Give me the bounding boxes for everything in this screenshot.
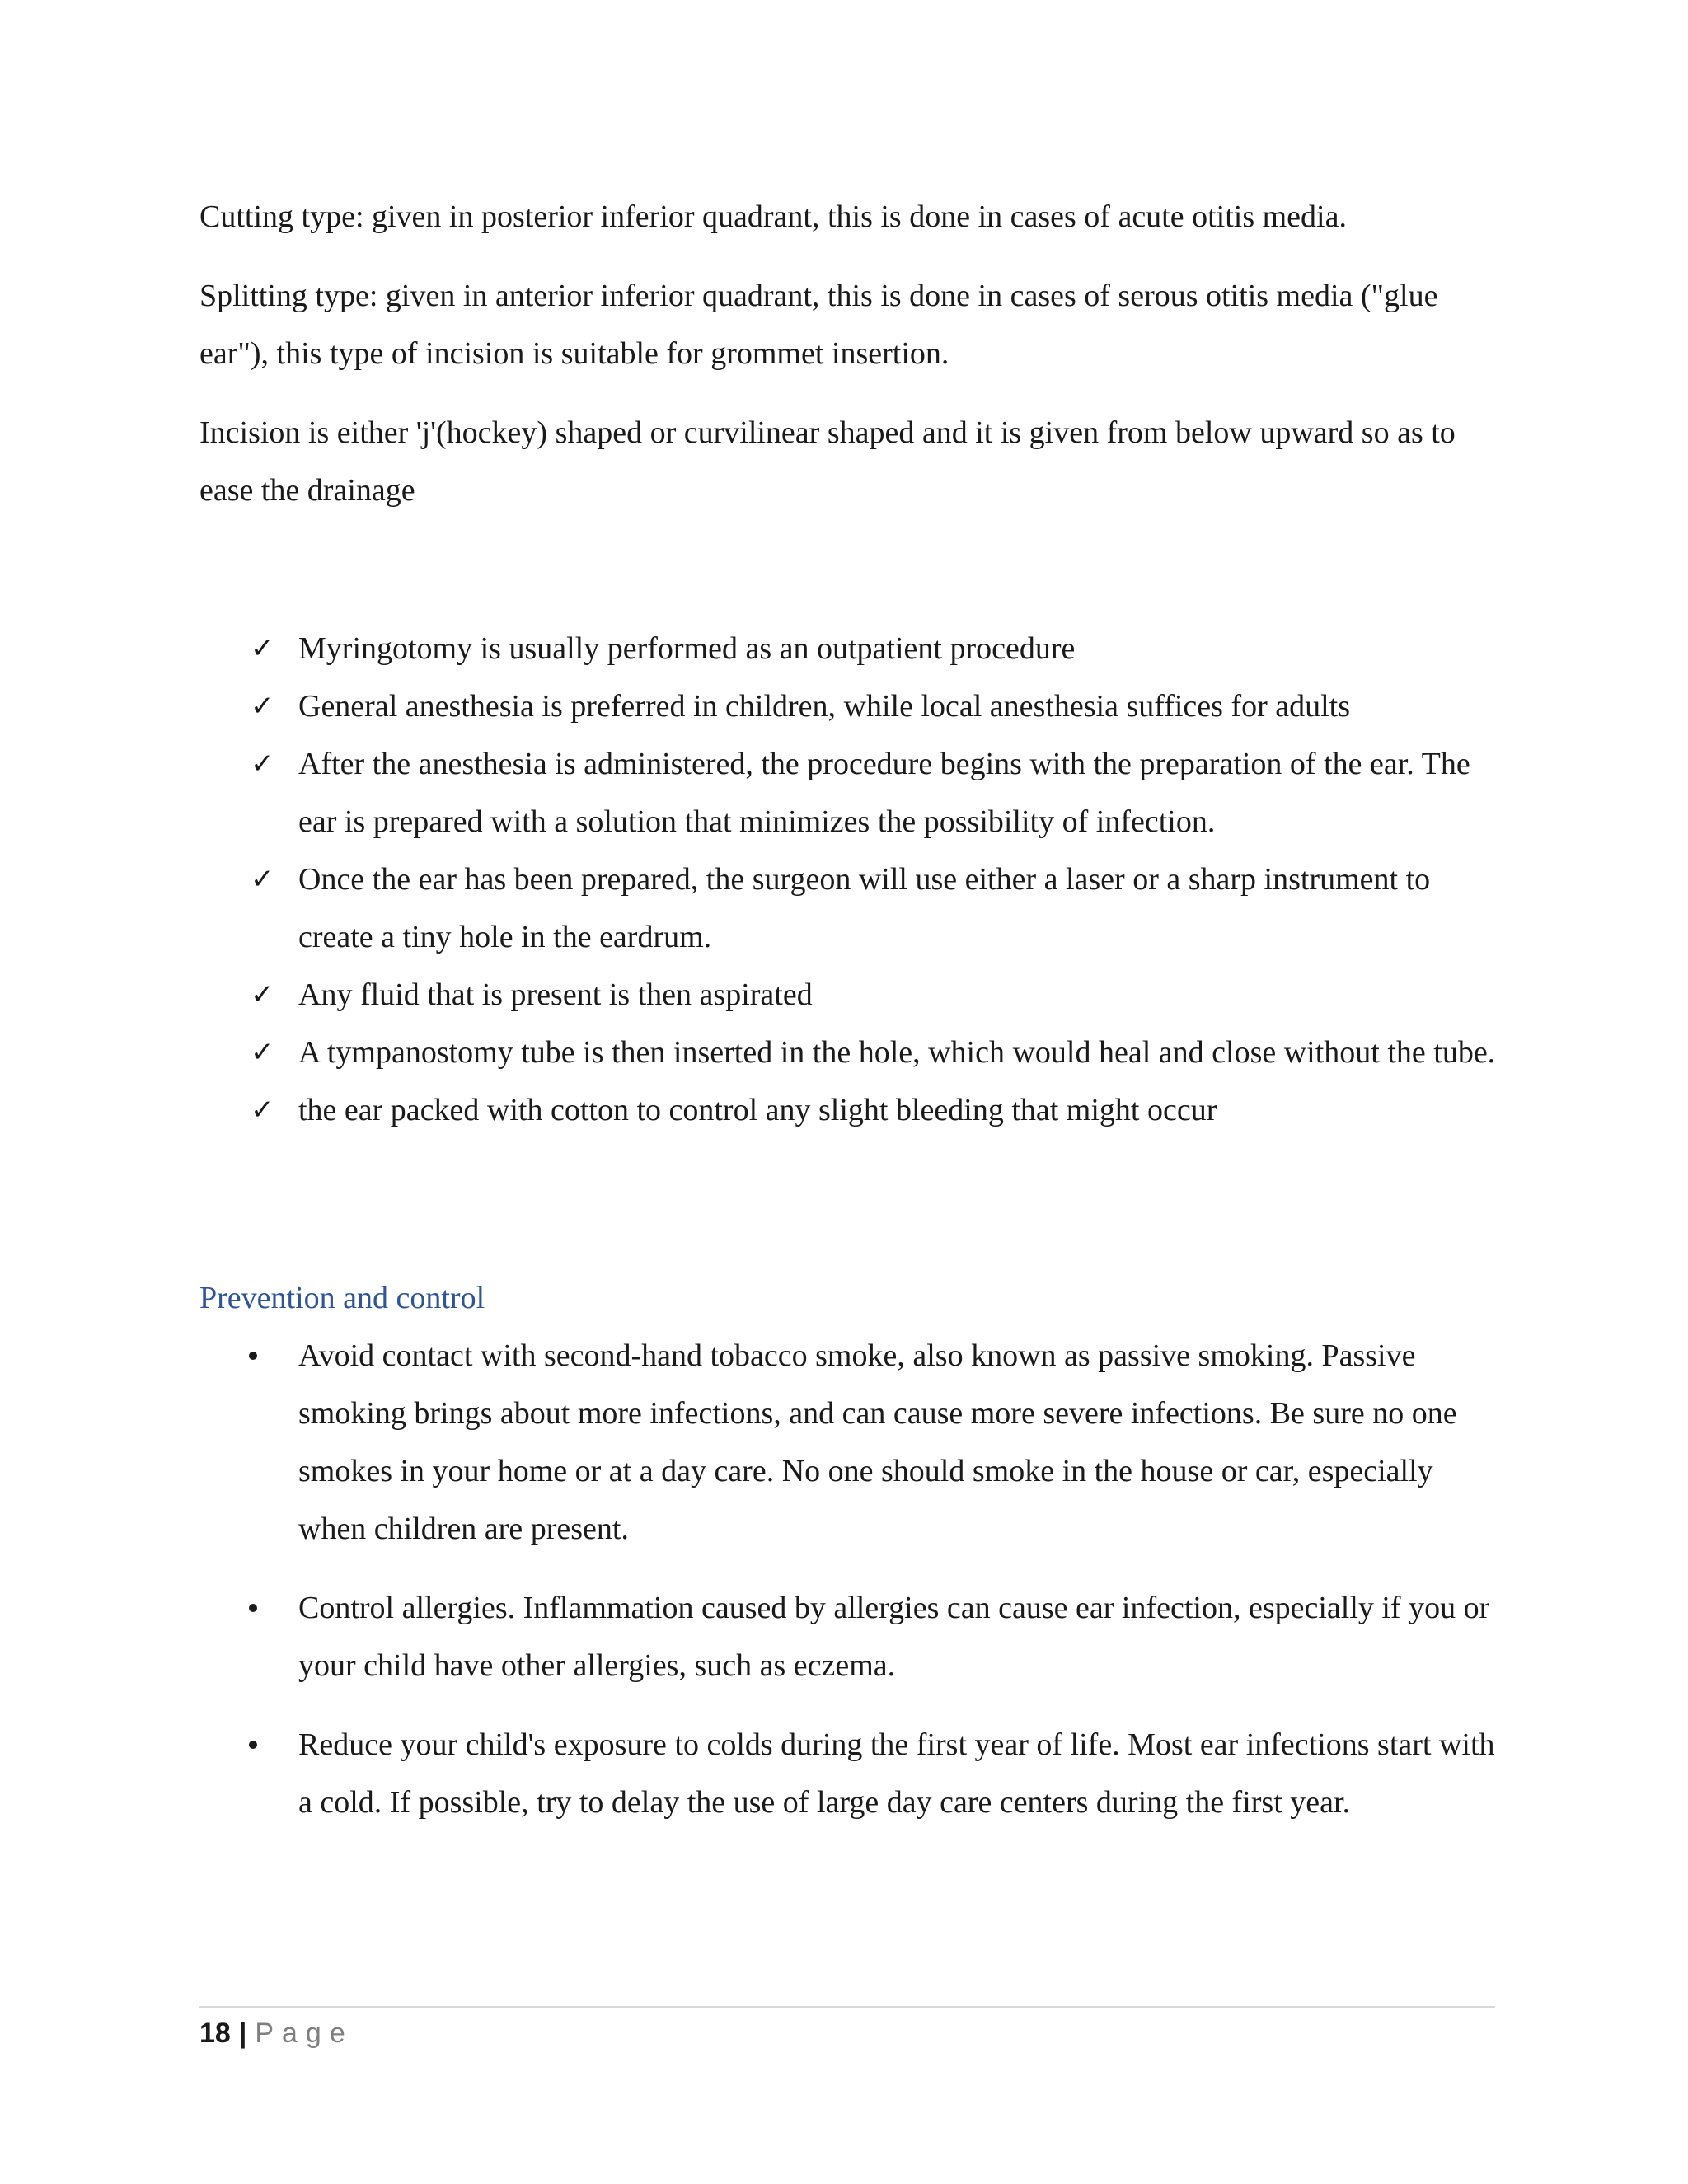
section-heading-prevention: Prevention and control: [199, 1281, 485, 1315]
bullet-item: [199, 1327, 1502, 1558]
checklist-item: [199, 735, 1502, 851]
checklist-item-text: After the anesthesia is administered, the procedure begins with the preparation of the ear. The ear is prepared with a solution that minimizes the possibility of infection.: [298, 747, 1470, 839]
footer-divider: [199, 2006, 1495, 2008]
bullet-item: [199, 1579, 1502, 1694]
checklist-item-text: General anesthesia is preferred in children, while local anesthesia suffices for adults: [298, 689, 1351, 724]
checklist-item: [199, 677, 1502, 735]
paragraph-incision-shape: Incision is either 'j'(hockey) shaped or curvilinear shaped and it is given from below upward so as to ease the drainage: [199, 415, 1456, 508]
paragraph-cutting-type: Cutting type: given in posterior inferior quadrant, this is done in cases of acute otitis media.: [199, 199, 1347, 234]
page-label: Page: [255, 2018, 354, 2049]
check-icon: ✓: [251, 690, 274, 723]
bullet-item-text: Control allergies. Inflammation caused by allergies can cause ear infection, especially if you or your child have other allergies, such as eczema.: [298, 1591, 1490, 1683]
check-icon: ✓: [251, 863, 274, 896]
checklist-item-text: Any fluid that is present is then aspirated: [298, 977, 813, 1012]
prevention-bullet-list: [199, 1327, 1502, 1853]
checklist-item: [199, 966, 1502, 1024]
bullet-dot-icon: [249, 1352, 257, 1360]
check-icon: ✓: [251, 1036, 274, 1069]
checklist-item: [199, 1081, 1502, 1139]
check-icon: ✓: [251, 978, 274, 1011]
check-icon: ✓: [251, 1094, 274, 1127]
checklist-item: [199, 851, 1502, 966]
checklist-item-text: Myringotomy is usually performed as an outpatient procedure: [298, 631, 1076, 666]
bullet-item-text: Avoid contact with second-hand tobacco smoke, also known as passive smoking. Passive smoking brings about more infections, and can cause more severe infections. Be sure no one smokes in your home or at a day care. No one should smoke in the house or car, especially when children are present.: [298, 1338, 1457, 1546]
checklist-item-text: A tympanostomy tube is then inserted in the hole, which would heal and close without the tube.: [298, 1035, 1496, 1070]
checklist-item: [199, 620, 1502, 677]
procedure-checklist: [199, 620, 1502, 1139]
checklist-item-text: Once the ear has been prepared, the surgeon will use either a laser or a sharp instrument to create a tiny hole in the eardrum.: [298, 862, 1431, 954]
check-icon: ✓: [251, 748, 274, 780]
checklist-item: [199, 1024, 1502, 1081]
footer-separator: |: [238, 2018, 247, 2049]
paragraph-splitting-type: Splitting type: given in anterior inferior quadrant, this is done in cases of serous otitis media ("glue ear"), this type of incision is suitable for grommet insertion.: [199, 279, 1438, 371]
page-number: 18: [199, 2018, 231, 2049]
bullet-item-text: Reduce your child's exposure to colds during the first year of life. Most ear infections start with a cold. If possible, try to delay the use of large day care centers during the first year.: [298, 1727, 1495, 1820]
checklist-item-text: the ear packed with cotton to control any slight bleeding that might occur: [298, 1093, 1217, 1127]
bullet-dot-icon: [249, 1741, 257, 1749]
check-icon: ✓: [251, 632, 274, 665]
page-footer: [199, 2011, 354, 2055]
bullet-item: [199, 1716, 1502, 1831]
bullet-dot-icon: [249, 1604, 257, 1612]
